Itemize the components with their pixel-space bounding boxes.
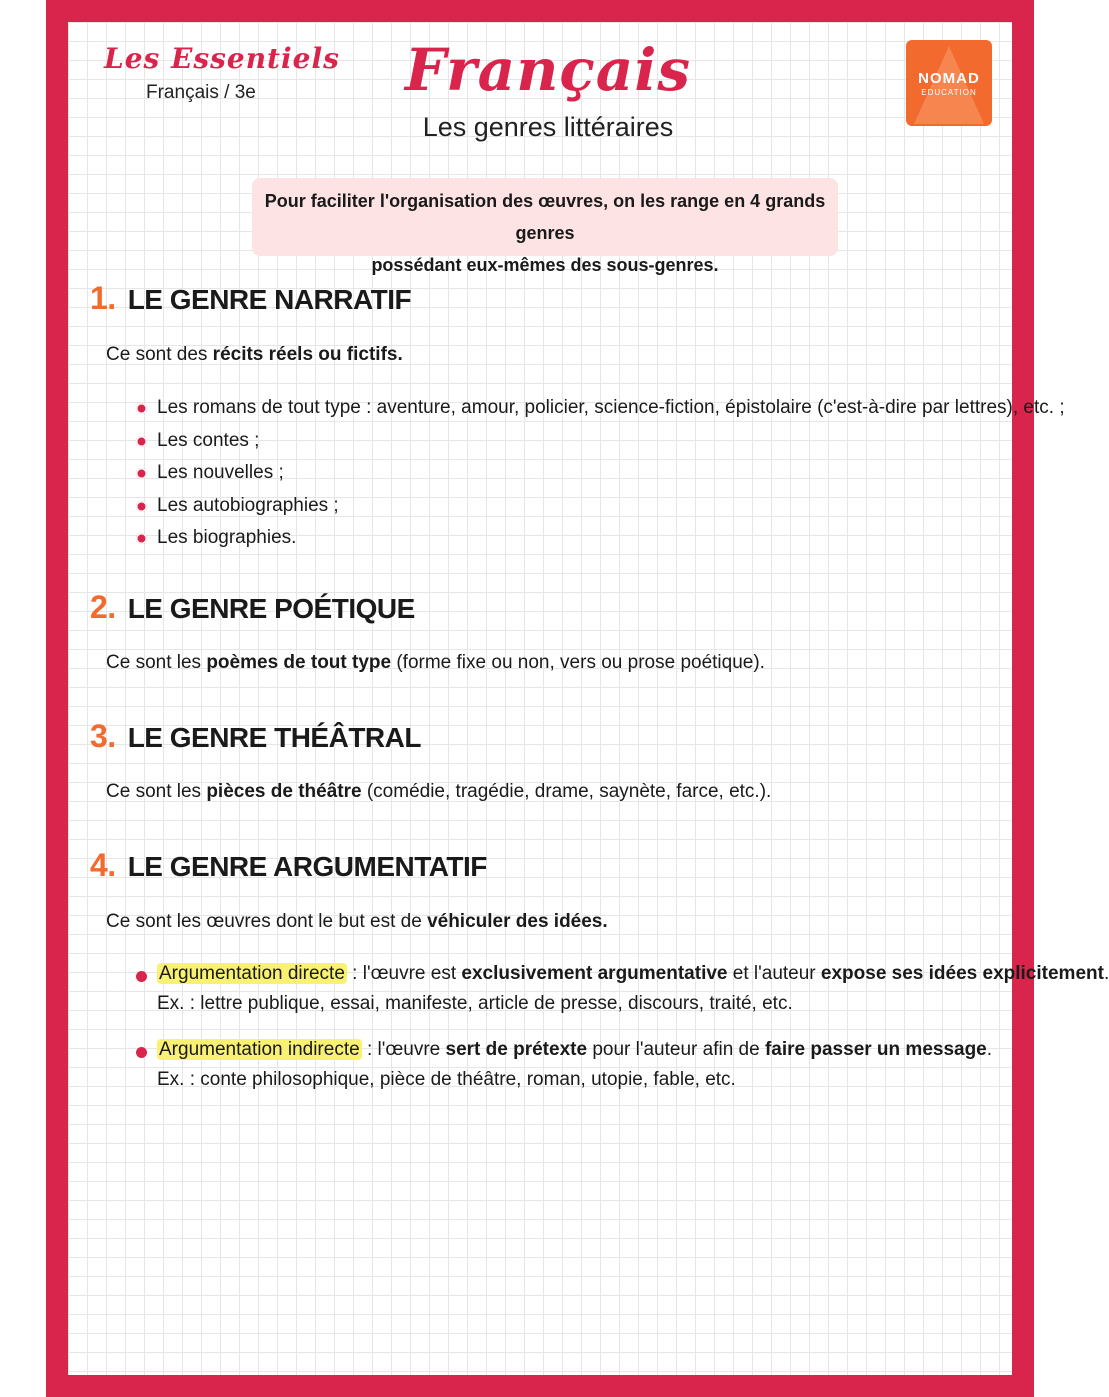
section-title: LE GENRE POÉTIQUE: [127, 593, 415, 624]
section-2-heading: [90, 589, 415, 626]
text-bold: poèmes de tout type: [206, 652, 392, 673]
text-plain: Ce sont les: [106, 781, 207, 802]
logo-text-nomad: NOMAD: [918, 70, 980, 87]
section-4-text: [106, 911, 608, 933]
page-title: Français: [404, 36, 692, 104]
text-plain: et l'auteur: [727, 963, 821, 984]
section-number: 3.: [90, 718, 116, 754]
text-bold: expose ses idées explicitement: [820, 963, 1104, 984]
intro-line-2: possédant eux-mêmes des sous-genres.: [371, 255, 719, 275]
highlighted-term: Argumentation directe: [159, 963, 345, 984]
section-number: 1.: [90, 280, 116, 316]
highlighted-term: Argumentation indirecte: [159, 1039, 360, 1060]
text-bold: véhiculer des idées.: [427, 911, 608, 932]
argument-item-indirect: [136, 1039, 992, 1091]
section-title: LE GENRE NARRATIF: [127, 284, 412, 315]
argument-example: Ex. : lettre publique, essai, manifeste, article de presse, discours, traité, etc.: [157, 993, 793, 1014]
list-item: Les romans de tout type : aventure, amour, policier, science-fiction, épistolaire (c'est-à-dire par lettres), etc. ;: [136, 392, 1065, 425]
text-plain: : l'œuvre: [361, 1039, 446, 1060]
list-item: Les contes ;: [136, 425, 1065, 458]
brand-subtitle: Français / 3e: [146, 82, 256, 103]
text-plain: (forme fixe ou non, vers ou prose poétique).: [391, 652, 765, 673]
logo-text-education: EDUCATION: [921, 88, 977, 97]
text-plain: .: [986, 1039, 993, 1060]
text-bold: exclusivement argumentative: [461, 963, 728, 984]
list-item: Les nouvelles ;: [136, 457, 1065, 490]
intro-line-1: Pour faciliter l'organisation des œuvres, on les range en 4 grands genres: [264, 191, 826, 243]
text-plain: : l'œuvre est: [346, 963, 462, 984]
text-bold: récits réels ou fictifs.: [212, 344, 403, 365]
narrative-list: [136, 392, 1065, 555]
intro-box: [252, 178, 838, 275]
nomad-education-logo: [906, 40, 992, 126]
section-title: LE GENRE ARGUMENTATIF: [127, 851, 487, 882]
text-bold: pièces de théâtre: [206, 781, 362, 802]
text-plain: .: [1103, 963, 1109, 984]
section-number: 4.: [90, 847, 116, 883]
argument-item-direct: [136, 963, 1109, 1015]
argument-line: [136, 963, 1109, 985]
brand-script: Les Essentiels: [104, 42, 340, 75]
text-bold: faire passer un message: [764, 1039, 987, 1060]
grid-paper: [68, 22, 1109, 1375]
section-3-heading: [90, 718, 421, 755]
section-number: 2.: [90, 589, 116, 625]
section-2-text: [106, 652, 765, 674]
list-item: Les biographies.: [136, 522, 1065, 555]
section-3-text: [106, 781, 771, 803]
list-item: Les autobiographies ;: [136, 490, 1065, 523]
section-4-heading: [90, 847, 487, 884]
argument-example: Ex. : conte philosophique, pièce de théâtre, roman, utopie, fable, etc.: [157, 1069, 736, 1090]
section-1-text: [106, 344, 403, 366]
text-bold: sert de prétexte: [445, 1039, 588, 1060]
section-1-heading: [90, 280, 411, 317]
text-plain: Ce sont des: [106, 344, 213, 365]
text-plain: pour l'auteur afin de: [587, 1039, 765, 1060]
argument-line: [136, 1039, 992, 1061]
page-subtitle: Les genres littéraires: [422, 112, 674, 142]
text-plain: (comédie, tragédie, drame, saynète, farce, etc.).: [361, 781, 772, 802]
text-plain: Ce sont les œuvres dont le but est de: [106, 911, 428, 932]
section-title: LE GENRE THÉÂTRAL: [127, 722, 421, 753]
text-plain: Ce sont les: [106, 652, 207, 673]
